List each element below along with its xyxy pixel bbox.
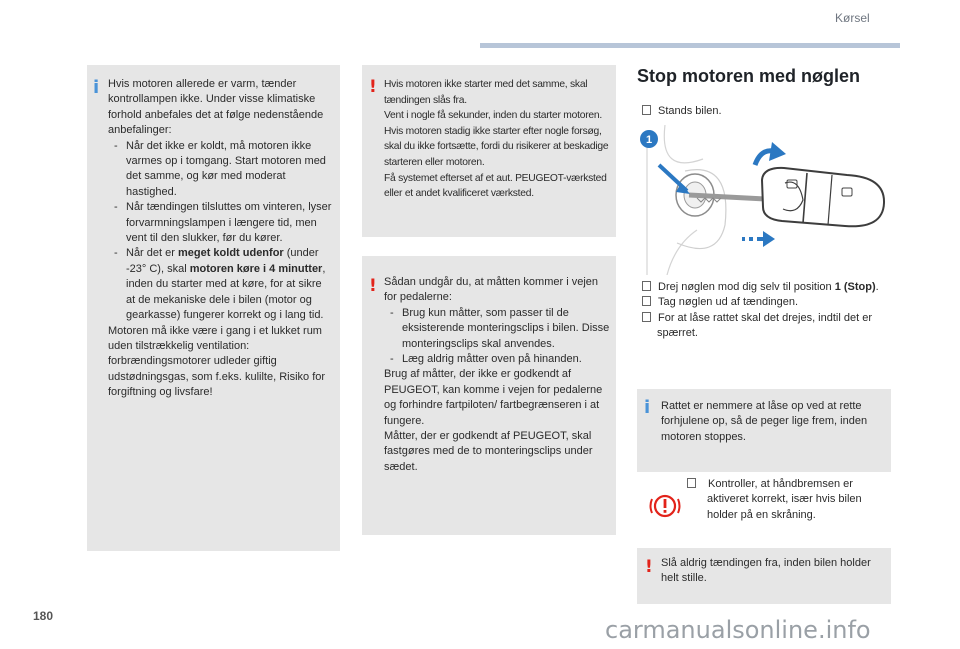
mid-warning-panel-2: [362, 256, 616, 535]
left-intro: Hvis motoren allerede er varm, tænder kontrollampen ikke. Under visse klimatiske forhold anbefales det at følge nedenstående anbefalinger:: [108, 78, 324, 137]
right-info-text: Rattet er nemmere at låse op ved at rette forhjulene op, så de peger lige frem, inden motoren stoppes.: [661, 400, 868, 443]
mid-warning-panel-1: [362, 65, 616, 237]
watermark: carmanualsonline.info: [605, 616, 871, 644]
mid-warn2-bullet-1: - Brug kun måtter, som passer til de eksisterende monteringsclips i bilen. Disse monteringsclips skal anvendes.: [390, 306, 610, 350]
section-title: Stop motoren med nøglen: [637, 66, 860, 86]
steps-list: [642, 280, 894, 342]
info-icon: i: [644, 397, 651, 418]
checkbox-bullet-icon: [642, 105, 651, 115]
page-header-title: Kørsel: [835, 11, 870, 25]
step-4: For at låse rattet skal det drejes, indtil det er spærret.: [642, 311, 894, 342]
mid-warn2-intro: Sådan undgår du, at måtten kommer i vejen for pedalerne:: [384, 276, 599, 304]
warning-circle-icon: [649, 490, 681, 522]
callout-label: 1: [645, 134, 653, 146]
checkbox-bullet-icon: [642, 281, 651, 291]
mid-warn2-bullet-2: - Læg aldrig måtter oven på hinanden.: [390, 353, 582, 366]
step-3: Tag nøglen ud af tændingen.: [642, 295, 894, 310]
mid-warn1-p3: Få systemet efterset af et aut. PEUGEOT-værksted eller et andet kvalificeret værksted.: [384, 172, 607, 200]
mid-warn2-p1: Brug af måtter, der ikke er godkendt af PEUGEOT, kan komme i vejen for pedalerne og forhindre fartpiloten/ fartbegrænseren i at fungere.: [384, 368, 603, 427]
warning-icon: !: [369, 77, 377, 97]
mid-warn1-text: [384, 77, 612, 202]
info-icon: i: [93, 77, 100, 98]
step-2: Drej nøglen mod dig selv til position 1 (Stop).: [642, 280, 894, 295]
key-illustration: [637, 125, 892, 275]
header-bar: [480, 43, 900, 48]
checkbox-bullet-icon: [687, 478, 696, 488]
mid-warn2-p2: Måtter, der er godkendt af PEUGEOT, skal fastgøres med de to monteringsclips under sædet.: [384, 430, 593, 473]
mid-warn2-text: [384, 275, 612, 475]
checkbox-bullet-icon: [642, 312, 651, 322]
right-warning-panel: [637, 548, 891, 604]
step-1: Stands bilen.: [642, 104, 892, 119]
mid-warn1-p1: Hvis motoren ikke starter med det samme, skal tændingen slås fra.: [384, 79, 588, 106]
check-item: Kontroller, at håndbremsen er aktiveret korrekt, især hvis bilen holder på en skråning.: [687, 477, 887, 523]
left-bullet-1: - Når det ikke er koldt, må motoren ikke varmes op i tomgang. Start motoren med det samme, og kør med moderat hastighed.: [114, 139, 326, 198]
page-number: 180: [33, 609, 54, 623]
left-info-panel: [87, 65, 340, 551]
left-bullet-3: - Når det er meget koldt udenfor (under -23° C), skal motoren køre i 4 minutter, inden du starter med at køre, for at sikre at de mekaniske dele i bilen (motor og gearkasse) fungerer korrekt og i lang tid.: [114, 247, 326, 322]
mid-warn1-p2: Vent i nogle få sekunder, inden du starter motoren. Hvis motoren stadig ikke starter efter nogle forsøg, skal du ikke fortsætte, fordi du risikerer at beskadige starteren eller motoren.: [384, 110, 609, 168]
left-bullet-2: - Når tændingen tilsluttes om vinteren, lyser forvarmningslampen i længere tid, men vent til den slukker, før du kører.: [114, 201, 332, 245]
right-warn-text: Slå aldrig tændingen fra, inden bilen holder helt stille.: [661, 557, 871, 585]
checkbox-bullet-icon: [642, 296, 651, 306]
warning-icon: !: [645, 557, 653, 577]
right-check-panel: [637, 472, 891, 546]
left-panel-text: [108, 77, 333, 401]
warning-icon: !: [369, 276, 377, 296]
right-info-panel: [637, 389, 891, 472]
left-outro: Motoren må ikke være i gang i et lukket rum uden tilstrækkelig ventilation: forbrændingsmotorer udleder giftig udstødningsgas, som f.eks. kulilte, Risiko for forgiftning og livsfare!: [108, 324, 326, 399]
